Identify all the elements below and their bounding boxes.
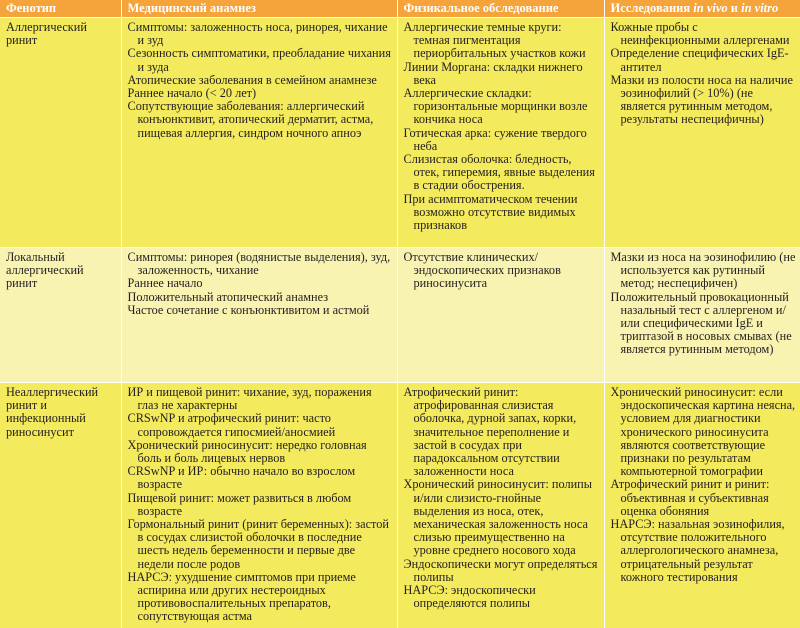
exam-cell [397,18,604,248]
header-tests-invitro: in vitro [741,1,778,15]
tests-item: Положительный провокационный назальный тест с аллергеном и/или специфическими IgE и триптазой в носовых смывах (не является рутинным методом) [611,291,797,357]
table-row [0,18,800,248]
phenotype-cell [0,18,121,248]
phenotype-name: Локальный аллергический ринит [6,251,117,291]
header-tests-mid: и [728,1,741,15]
tests-item: Кожные пробы с неинфекционными аллергенами [611,21,797,47]
exam-item: Аллергические темные круги: темная пигментация периорбитальных участков кожи [404,21,600,61]
history-item: Атопические заболевания в семейном анамнезе [128,74,393,87]
history-item: Гормональный ринит (ринит беременных): застой в сосудах слизистой оболочки в последние шесть недель беременности и первые две недели после родов [128,518,393,571]
exam-item: Аллергические складки: горизонтальные морщинки возле кончика носа [404,87,600,127]
exam-item: При асимптоматическом течении возможно отсутствие видимых признаков [404,193,600,233]
history-item: ИР и пищевой ринит: чихание, зуд, поражения глаз не характерны [128,386,393,412]
exam-item: Эндоскопически могут определяться полипы [404,558,600,584]
history-item: Частое сочетание с конъюнктивитом и астмой [128,304,393,317]
history-item: Положительный атопический анамнез [128,291,393,304]
history-item: CRSwNP и атрофический ринит: часто сопровождается гипосмией/аносмией [128,412,393,438]
phenotype-name: Неаллергический ринит и инфекционный риносинусит [6,386,117,439]
table-row [0,383,800,628]
tests-item: Атрофический ринит и ринит: объективная и субъективная оценка обоняния [611,478,797,518]
phenotype-cell [0,383,121,628]
phenotype-cell [0,248,121,383]
header-tests-invivo: in vivo [693,1,727,15]
history-item: Сезонность симптоматики, преобладание чихания и зуда [128,47,393,73]
exam-cell [397,248,604,383]
history-item: Раннее начало [128,277,393,290]
exam-item: Готическая арка: сужение твердого неба [404,127,600,153]
tests-item: Хронический риносинусит: если эндоскопическая картина неясна, условием для диагностики хронического риносинусита являются соответствующие признаки по результатам компьютерной томографии [611,386,797,478]
tests-item: Мазки из носа на эозинофилию (не используется как рутинный метод; неспецифичен) [611,251,797,291]
header-history: Медицинский анамнез [121,0,397,18]
exam-item: Хронический риносинусит: полипы и/или слизисто-гнойные выделения из носа, отек, механическая заложенность носа слизью преимущественно на уровне среднего носового хода [404,478,600,557]
history-cell [121,18,397,248]
tests-item: Мазки из полости носа на наличие эозинофилий (> 10%) (не является рутинным методом, результаты неспецифичны) [611,74,797,127]
tests-cell [604,383,800,628]
header-phenotype: Фенотип [0,0,121,18]
header-tests [604,0,800,18]
history-cell [121,248,397,383]
exam-item: Линии Моргана: складки нижнего века [404,61,600,87]
tests-item: Определение специфических IgE-антител [611,47,797,73]
history-item: Сопутствующие заболевания: аллергический конъюнктивит, атопический дерматит, астма, пищевая аллергия, синдром ночного апноэ [128,100,393,140]
exam-item: Отсутствие клинических/эндоскопических признаков риносинусита [404,251,600,291]
header-row [0,0,800,18]
tests-cell [604,18,800,248]
exam-item: НАРСЭ: эндоскопически определяются полипы [404,584,600,610]
table-row [0,248,800,383]
history-item: Симптомы: ринорея (водянистые выделения), зуд, заложенность, чихание [128,251,393,277]
tests-item: НАРСЭ: назальная эозинофилия, отсутствие положительного аллергологического анамнеза, отрицательный результат кожного тестирования [611,518,797,584]
exam-cell [397,383,604,628]
history-item: CRSwNP и ИР: обычно начало во взрослом возрасте [128,465,393,491]
header-exam: Физикальное обследование [397,0,604,18]
exam-item: Слизистая оболочка: бледность, отек, гиперемия, явные выделения в стадии обострения. [404,153,600,193]
history-item: НАРСЭ: ухудшение симптомов при приеме аспирина или других нестероидных противовоспалительных препаратов, сопутствующая астма [128,571,393,624]
history-item: Симптомы: заложенность носа, ринорея, чихание и зуд [128,21,393,47]
history-item: Хронический риносинусит: нередко головная боль и боль лицевых нервов [128,439,393,465]
header-tests-prefix: Исследования [611,1,694,15]
history-cell [121,383,397,628]
phenotype-name: Аллергический ринит [6,21,117,47]
history-item: Раннее начало (< 20 лет) [128,87,393,100]
exam-item: Атрофический ринит: атрофированная слизистая оболочка, дурной запах, корки, значительное переполнение и застой в сосудах при парадоксальном отсутствии заложенности носа [404,386,600,478]
tests-cell [604,248,800,383]
history-item: Пищевой ринит: может развиться в любом возрасте [128,492,393,518]
